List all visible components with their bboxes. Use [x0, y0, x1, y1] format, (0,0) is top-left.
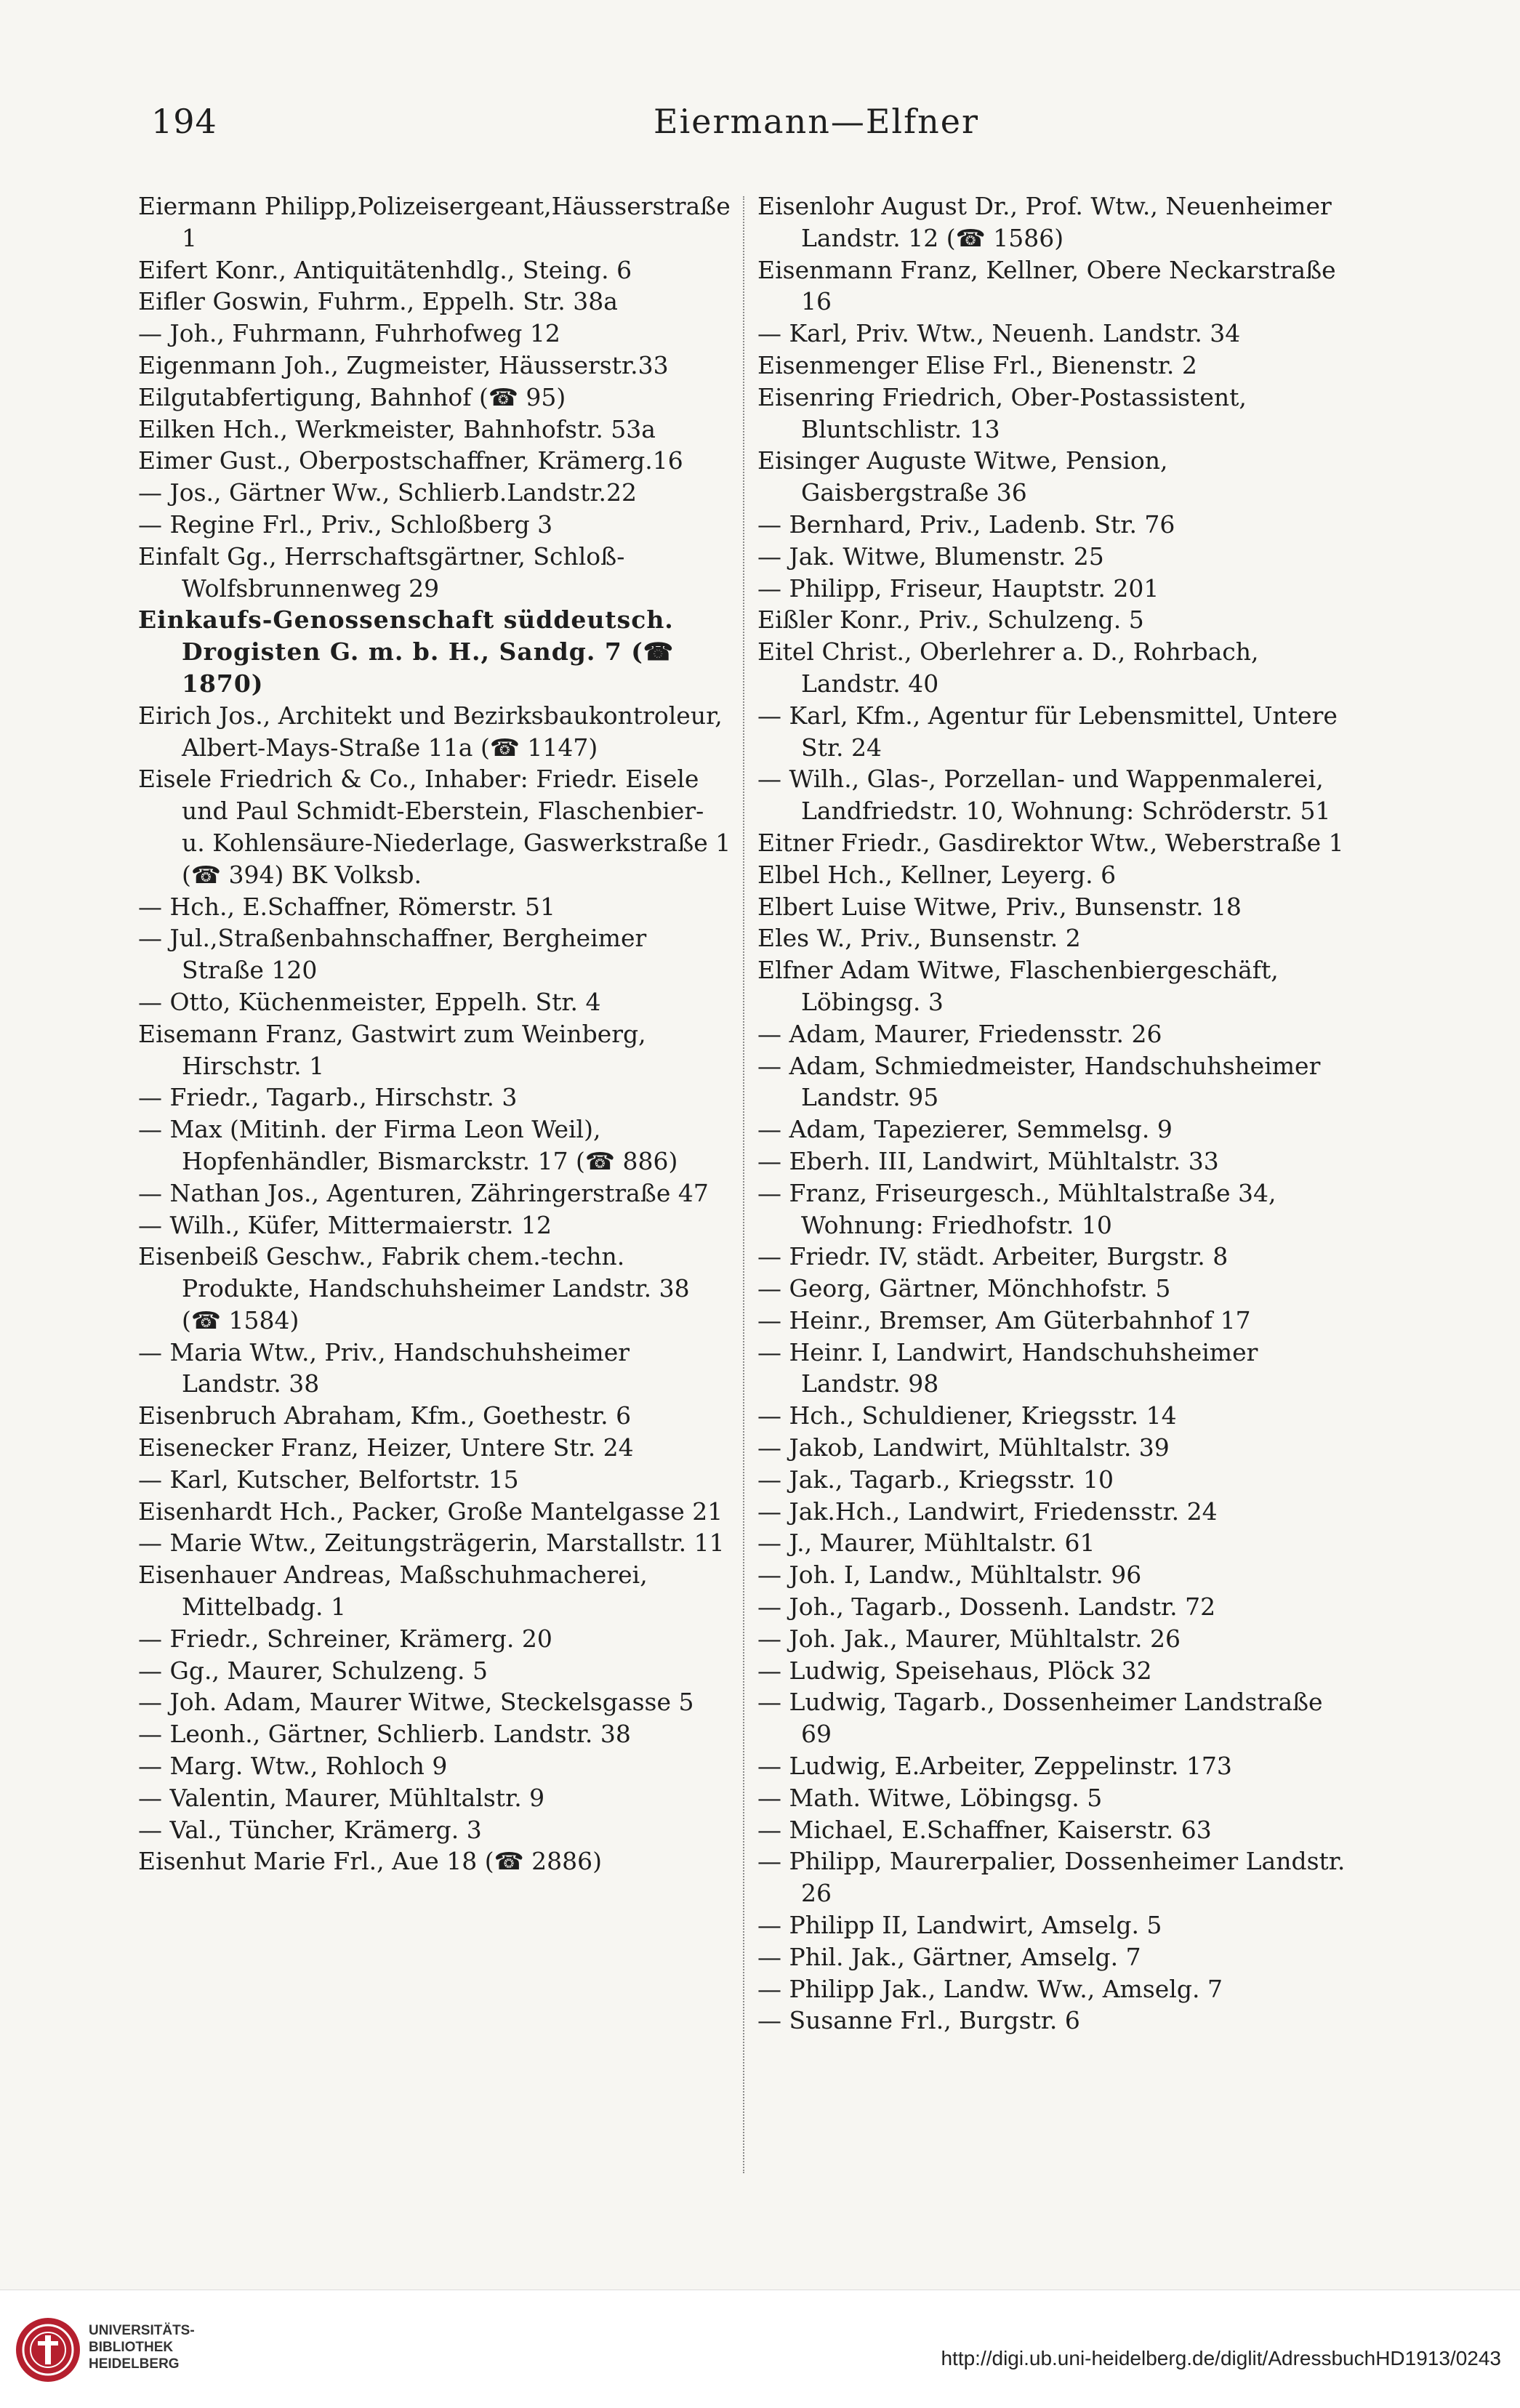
directory-entry: — Ludwig, Tagarb., Dossenheimer Landstraße 69 [757, 1688, 1323, 1749]
directory-entry: Elbel Hch., Kellner, Leyerg. 6 [757, 860, 1117, 889]
directory-entry: — Math. Witwe, Löbingsg. 5 [757, 1783, 1103, 1812]
directory-entry: Eirich Jos., Architekt und Bezirksbaukontroleur, Albert-Mays-Straße 11a (☎ 1147) [138, 701, 723, 762]
library-name-line-2: BIBLIOTHEK [89, 2340, 174, 2355]
directory-entry: Eisenmann Franz, Kellner, Obere Neckarstraße 16 [757, 255, 1336, 316]
directory-entry: — Jak. Witwe, Blumenstr. 25 [757, 541, 1104, 571]
directory-entry: — Karl, Kfm., Agentur für Lebensmittel, Untere Str. 24 [757, 701, 1338, 762]
directory-entry: Eifert Konr., Antiquitätenhdlg., Steing. 6 [138, 255, 632, 284]
directory-entry: — Marg. Wtw., Rohloch 9 [138, 1752, 448, 1781]
directory-entry: — Valentin, Maurer, Mühltalstr. 9 [138, 1783, 545, 1812]
library-name [89, 2322, 195, 2372]
directory-entry: — Gg., Maurer, Schulzeng. 5 [138, 1656, 488, 1685]
directory-entry: — Adam, Maurer, Friedensstr. 26 [757, 1019, 1162, 1048]
directory-entry: Eisenlohr August Dr., Prof. Wtw., Neuenheimer Landstr. 12 (☎ 1586) [757, 192, 1332, 252]
directory-entry: Eisenecker Franz, Heizer, Untere Str. 24 [138, 1433, 634, 1462]
directory-entry: — Georg, Gärtner, Mönchhofstr. 5 [757, 1274, 1171, 1303]
directory-entry: Eimer Gust., Oberpostschaffner, Krämerg.16 [138, 446, 683, 475]
directory-entry: Eisenring Friedrich, Ober-Postassistent, Bluntschlistr. 13 [757, 382, 1247, 443]
directory-entry: — Philipp, Maurerpalier, Dossenheimer Landstr. 26 [757, 1847, 1346, 1908]
directory-entry: — Otto, Küchenmeister, Eppelh. Str. 4 [138, 987, 601, 1016]
directory-entry: — Jul.,Straßenbahnschaffner, Bergheimer Straße 120 [138, 924, 647, 985]
directory-entry: — Joh. Adam, Maurer Witwe, Steckelsgasse 5 [138, 1688, 694, 1717]
page-header [151, 102, 1481, 153]
directory-entry: — Adam, Schmiedmeister, Handschuhsheimer Landstr. 95 [757, 1051, 1321, 1112]
directory-entry: Eitner Friedr., Gasdirektor Wtw., Weberstraße 1 [757, 828, 1344, 857]
directory-entry: Eiermann Philipp,Polizeisergeant,Häusserstraße 1 [138, 192, 731, 252]
footer-bar [0, 2290, 1520, 2408]
directory-entry: — Michael, E.Schaffner, Kaiserstr. 63 [757, 1815, 1212, 1844]
directory-entry: — Friedr. IV, städt. Arbeiter, Burgstr. 8 [757, 1242, 1229, 1271]
directory-entry: Einkaufs-Genossenschaft süddeutsch. Drogisten G. m. b. H., Sandg. 7 (☎ 1870) [138, 605, 675, 698]
library-name-line-1: UNIVERSITÄTS- [89, 2323, 195, 2338]
directory-entry: — Philipp Jak., Landw. Ww., Amselg. 7 [757, 1974, 1223, 2003]
left-column [138, 190, 734, 1877]
directory-entry: Eilgutabfertigung, Bahnhof (☎ 95) [138, 382, 566, 411]
directory-entry: — Susanne Frl., Burgstr. 6 [757, 2006, 1080, 2035]
directory-entry: — Friedr., Schreiner, Krämerg. 20 [138, 1624, 552, 1653]
directory-entry: Eles W., Priv., Bunsenstr. 2 [757, 924, 1081, 953]
directory-entry: — Max (Mitinh. der Firma Leon Weil), Hopfenhändler, Bismarckstr. 17 (☎ 886) [138, 1115, 678, 1175]
directory-entry: — Ludwig, Speisehaus, Plöck 32 [757, 1656, 1152, 1685]
library-name-line-3: HEIDELBERG [89, 2356, 180, 2372]
directory-entry: — Regine Frl., Priv., Schloßberg 3 [138, 510, 553, 539]
directory-entry: — Jakob, Landwirt, Mühltalstr. 39 [757, 1433, 1170, 1462]
directory-entry: — Joh. Jak., Maurer, Mühltalstr. 26 [757, 1624, 1181, 1653]
directory-entry: — Hch., E.Schaffner, Römerstr. 51 [138, 892, 556, 921]
directory-entry: Eisenbeiß Geschw., Fabrik chem.-techn. Produkte, Handschuhsheimer Landstr. 38 (☎ 1584) [138, 1242, 690, 1334]
directory-entry: Einfalt Gg., Herrschaftsgärtner, Schloß-Wolfsbrunnenweg 29 [138, 541, 625, 603]
directory-entry: Eilken Hch., Werkmeister, Bahnhofstr. 53a [138, 414, 656, 443]
directory-entry: Elbert Luise Witwe, Priv., Bunsenstr. 18 [757, 892, 1242, 921]
directory-entry: Eisenmenger Elise Frl., Bienenstr. 2 [757, 350, 1197, 379]
directory-entry: — Jak., Tagarb., Kriegsstr. 10 [757, 1465, 1114, 1494]
directory-entry: Eisele Friedrich & Co., Inhaber: Friedr. Eisele und Paul Schmidt-Eberstein, Flaschenbier- u. Kohlensäure-Niederlage, Gaswerkstraße 1 (☎ 394) BK Volksb. [138, 765, 731, 889]
directory-entry: Eisenhut Marie Frl., Aue 18 (☎ 2886) [138, 1847, 603, 1876]
directory-entry: — Joh., Fuhrmann, Fuhrhofweg 12 [138, 319, 560, 348]
directory-entry: Eigenmann Joh., Zugmeister, Häusserstr.33 [138, 350, 669, 379]
directory-entry: — Heinr. I, Landwirt, Handschuhsheimer Landstr. 98 [757, 1337, 1258, 1398]
university-seal-icon [13, 2315, 83, 2385]
directory-entry: — Heinr., Bremser, Am Güterbahnhof 17 [757, 1305, 1251, 1334]
directory-entry: Eißler Konr., Priv., Schulzeng. 5 [757, 605, 1144, 635]
directory-entry: — Wilh., Küfer, Mittermaierstr. 12 [138, 1210, 552, 1239]
directory-entry: — Maria Wtw., Priv., Handschuhsheimer Landstr. 38 [138, 1337, 630, 1398]
directory-entry: — Adam, Tapezierer, Semmelsg. 9 [757, 1115, 1173, 1144]
directory-entry: — Phil. Jak., Gärtner, Amselg. 7 [757, 1942, 1141, 1971]
directory-entry: Eifler Goswin, Fuhrm., Eppelh. Str. 38a [138, 287, 618, 316]
directory-entry: — Bernhard, Priv., Ladenb. Str. 76 [757, 510, 1175, 539]
directory-entry: — Marie Wtw., Zeitungsträgerin, Marstallstr. 11 [138, 1529, 725, 1558]
directory-entry: Eisinger Auguste Witwe, Pension, Gaisbergstraße 36 [757, 446, 1168, 507]
running-head: Eiermann—Elfner [654, 102, 979, 141]
right-column [757, 190, 1361, 2037]
directory-entry: — Ludwig, E.Arbeiter, Zeppelinstr. 173 [757, 1752, 1232, 1781]
column-divider [743, 196, 744, 2173]
directory-entry: Eisenhardt Hch., Packer, Große Mantelgasse 21 [138, 1497, 723, 1526]
directory-entry: — Karl, Priv. Wtw., Neuenh. Landstr. 34 [757, 319, 1241, 348]
directory-entry: Eisemann Franz, Gastwirt zum Weinberg, Hirschstr. 1 [138, 1019, 646, 1080]
directory-entry: Elfner Adam Witwe, Flaschenbiergeschäft, Löbingsg. 3 [757, 956, 1279, 1016]
directory-entry: — Jak.Hch., Landwirt, Friedensstr. 24 [757, 1497, 1218, 1526]
directory-entry: — Joh. I, Landw., Mühltalstr. 96 [757, 1561, 1142, 1590]
directory-entry: — Leonh., Gärtner, Schlierb. Landstr. 38 [138, 1720, 631, 1749]
directory-entry: — Joh., Tagarb., Dossenh. Landstr. 72 [757, 1592, 1216, 1622]
directory-entry: — Val., Tüncher, Krämerg. 3 [138, 1815, 482, 1844]
page-number: 194 [151, 102, 217, 141]
directory-entry: — Friedr., Tagarb., Hirschstr. 3 [138, 1083, 518, 1112]
directory-entry: — Philipp II, Landwirt, Amselg. 5 [757, 1911, 1162, 1940]
directory-entry: — Eberh. III, Landwirt, Mühltalstr. 33 [757, 1146, 1219, 1175]
directory-entry: — Philipp, Friseur, Hauptstr. 201 [757, 573, 1159, 603]
directory-entry: — Hch., Schuldiener, Kriegsstr. 14 [757, 1401, 1177, 1430]
directory-entry: — Jos., Gärtner Ww., Schlierb.Landstr.22 [138, 478, 637, 507]
directory-entry: — J., Maurer, Mühltalstr. 61 [757, 1529, 1095, 1558]
permalink-url[interactable]: http://digi.ub.uni-heidelberg.de/diglit/AdressbuchHD1913/0243 [941, 2347, 1501, 2369]
directory-entry: — Karl, Kutscher, Belfortstr. 15 [138, 1465, 519, 1494]
directory-entry: Eisenhauer Andreas, Maßschuhmacherei, Mittelbadg. 1 [138, 1561, 648, 1622]
directory-entry: — Nathan Jos., Agenturen, Zähringerstraße 47 [138, 1178, 709, 1207]
directory-entry: — Franz, Friseurgesch., Mühltalstraße 34, Wohnung: Friedhofstr. 10 [757, 1178, 1276, 1239]
directory-entry: — Wilh., Glas-, Porzellan- und Wappenmalerei, Landfriedstr. 10, Wohnung: Schröderstr. 51 [757, 765, 1331, 826]
directory-entry: Eisenbruch Abraham, Kfm., Goethestr. 6 [138, 1401, 632, 1430]
directory-entry: Eitel Christ., Oberlehrer a. D., Rohrbach, Landstr. 40 [757, 637, 1259, 698]
